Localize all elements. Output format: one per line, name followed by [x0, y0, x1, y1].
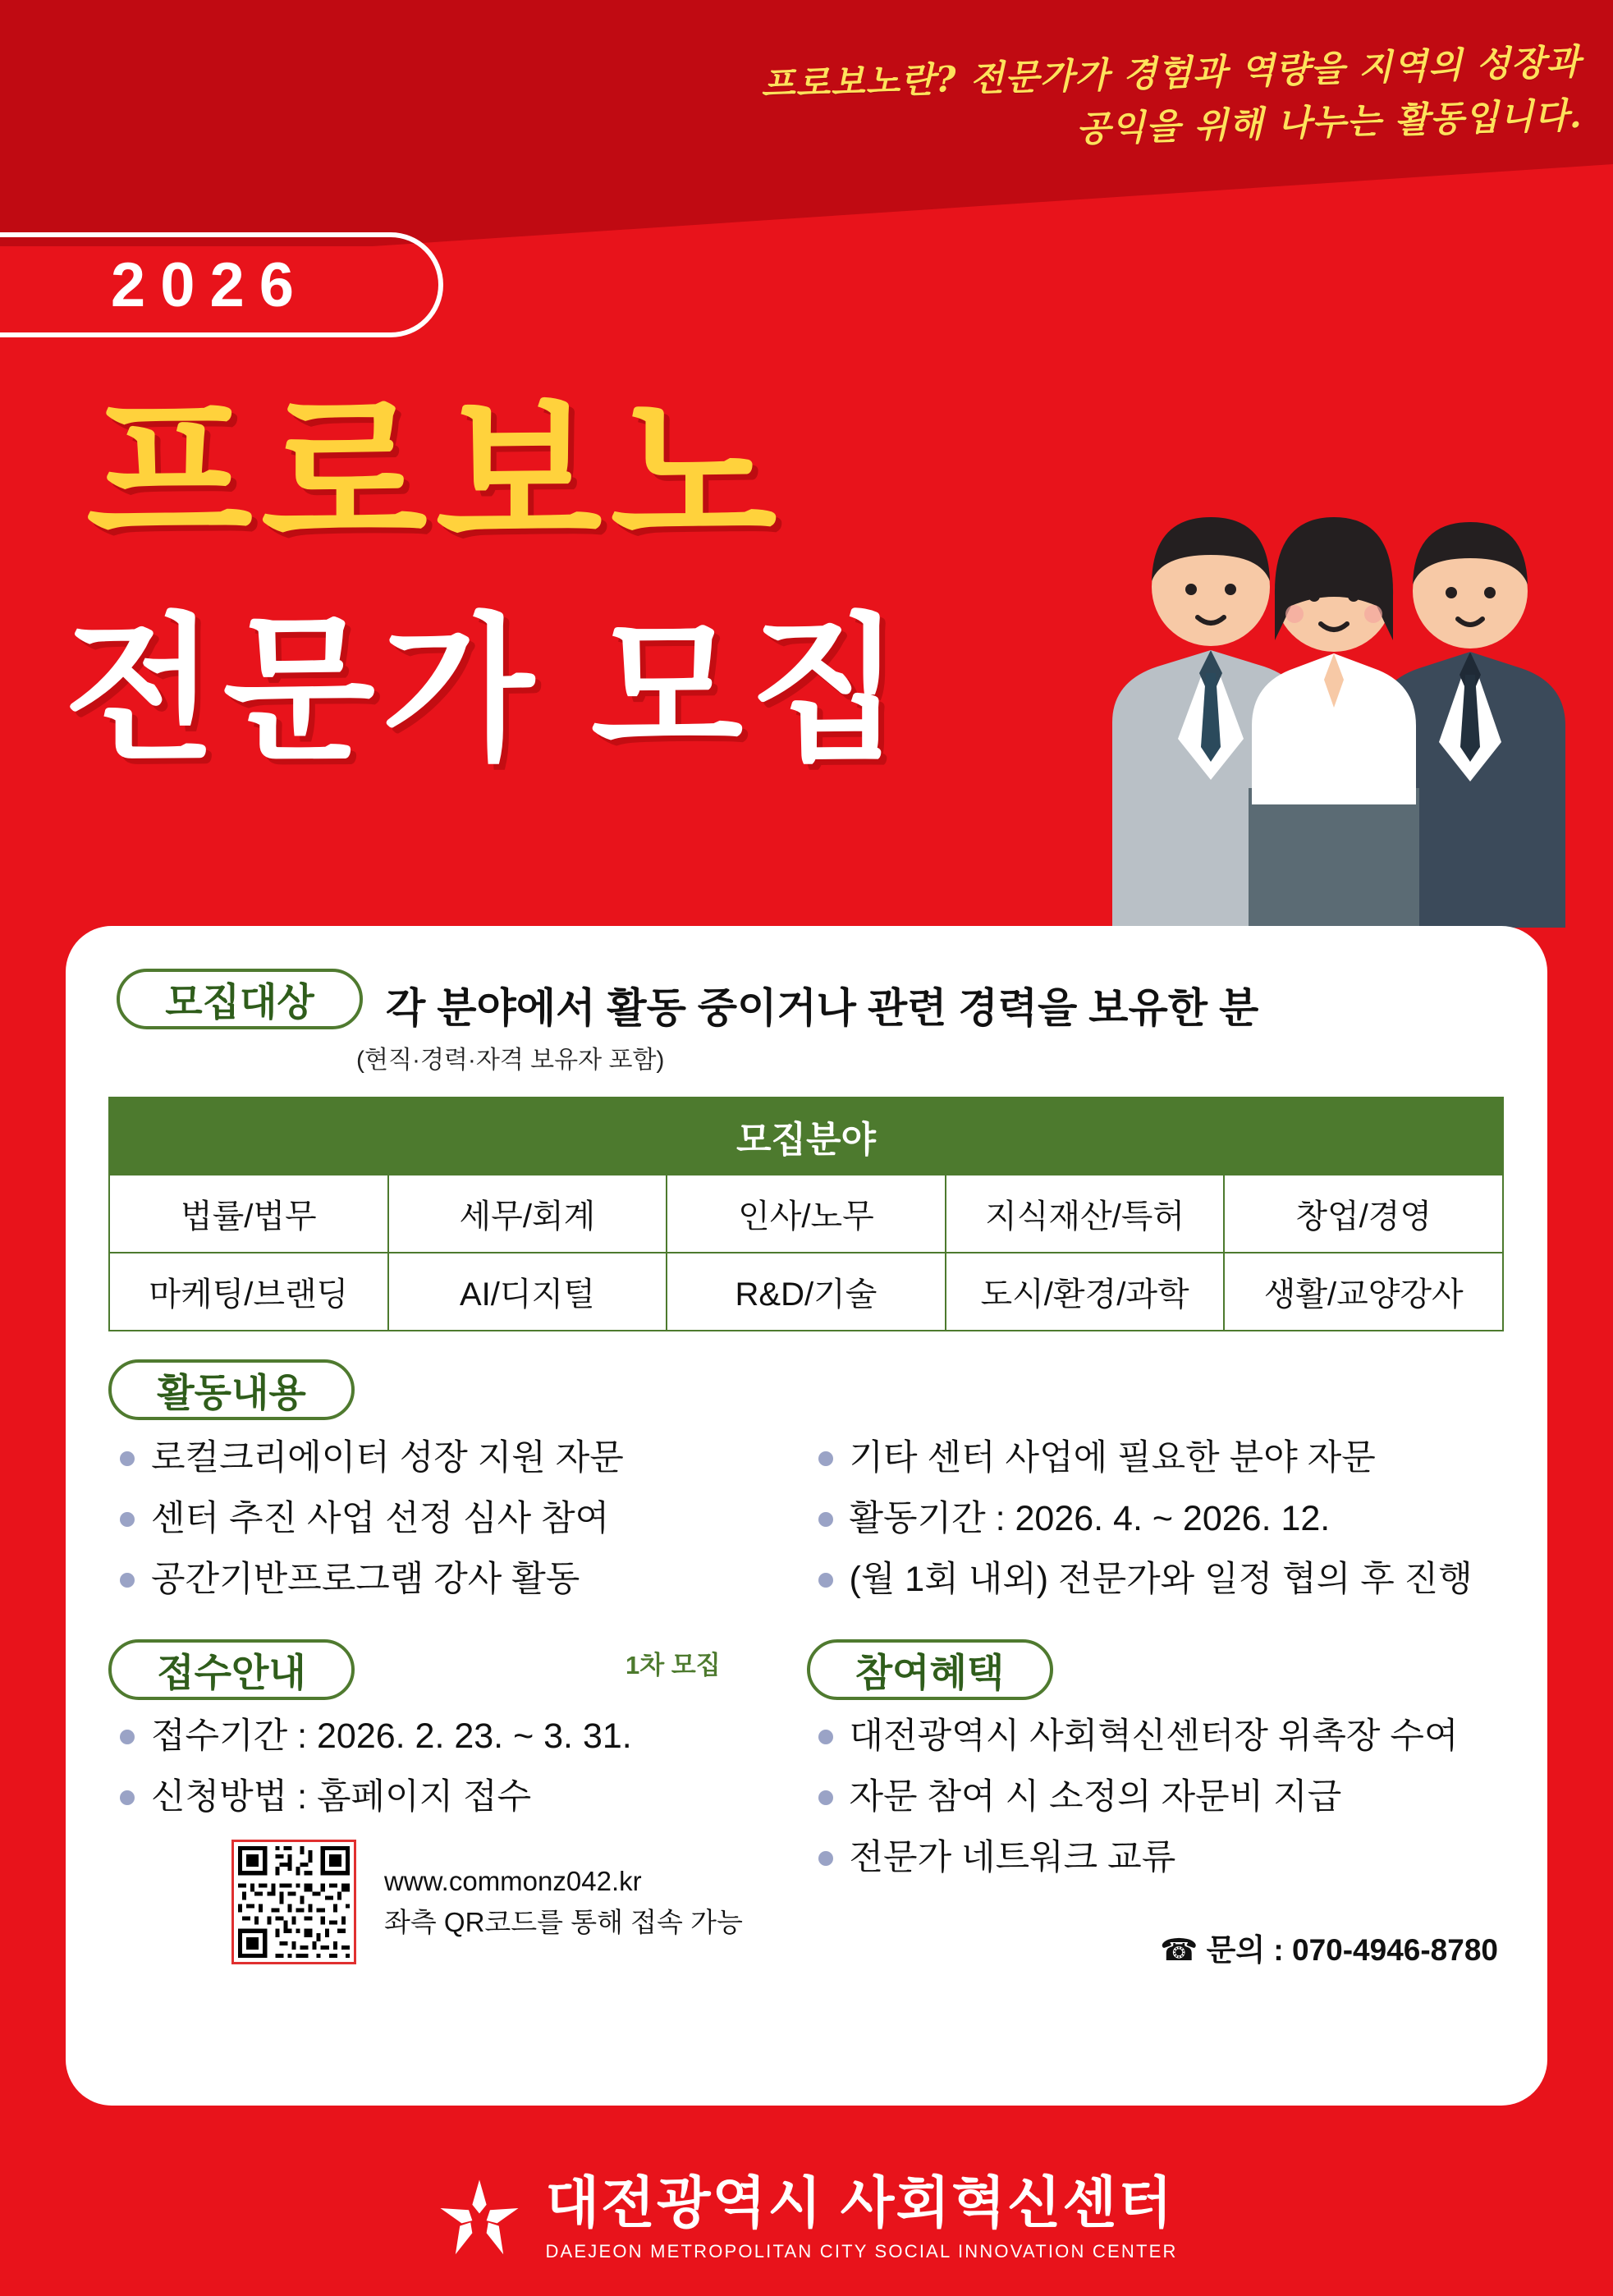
activity-left-list: [108, 1437, 807, 1618]
benefit-label: 참여혜택: [807, 1639, 1053, 1700]
tagline-line-1: 프로보노란? 전문가가 경험과 역량을 지역의 성장과: [760, 41, 1582, 106]
list-item-label: 활동기간 : 2026. 4. ~ 2026. 12.: [849, 1498, 1331, 1538]
bullet-dot-icon: [818, 1512, 833, 1527]
list-item: [818, 1776, 1505, 1820]
year-label: 2026: [110, 250, 309, 320]
table-cell: AI/디지털: [388, 1253, 667, 1331]
bullet-dot-icon: [120, 1451, 135, 1466]
list-item-label: 접수기간 : 2026. 2. 23. ~ 3. 31.: [151, 1716, 632, 1757]
year-badge: [0, 232, 443, 337]
list-item-label: (월 1회 내외) 전문가와 일정 협의 후 진행: [849, 1559, 1473, 1599]
table-cell: 생활/교양강사: [1224, 1253, 1503, 1331]
list-item: [120, 1497, 807, 1542]
footer-org-name: 대전광역시 사회혁신센터: [545, 2172, 1174, 2234]
list-item: [120, 1715, 807, 1759]
table-cell: 인사/노무: [667, 1175, 946, 1253]
table-cell: 마케팅/브랜딩: [109, 1253, 388, 1331]
list-item: [818, 1497, 1505, 1542]
activity-right-list: [807, 1437, 1505, 1618]
table-header-row: [109, 1098, 1503, 1175]
target-label: 모집대상: [117, 969, 363, 1029]
list-item-label: 로컬크리에이터 성장 지원 자문: [151, 1438, 624, 1478]
list-item: [120, 1776, 807, 1820]
bullet-dot-icon: [818, 1851, 833, 1866]
contact-phone: ☎ 문의 : 070-4946-8780: [1160, 1932, 1498, 1967]
target-section: [117, 969, 1505, 1034]
table-cell: 법률/법무: [109, 1175, 388, 1253]
table-cell: R&D/기술: [667, 1253, 946, 1331]
activity-label: 활동내용: [108, 1359, 355, 1420]
list-item-label: 신청방법 : 홈페이지 접수: [151, 1777, 532, 1817]
target-sub-text: (현직·경력·자격 보유자 포함): [356, 1047, 665, 1074]
table-cell: 세무/회계: [388, 1175, 667, 1253]
table-cell: 창업/경영: [1224, 1175, 1503, 1253]
qr-text: [384, 1861, 743, 1942]
activity-section: [108, 1359, 1505, 1618]
person-center-icon: [1249, 517, 1419, 928]
bullet-dot-icon: [120, 1730, 135, 1744]
table-cell: 도시/환경/과학: [946, 1253, 1225, 1331]
list-item: [120, 1558, 807, 1602]
table-row: [109, 1175, 1503, 1253]
people-illustration: [1088, 394, 1580, 928]
headline-secondary: 전문가 모집: [64, 602, 909, 778]
bullet-dot-icon: [120, 1790, 135, 1805]
list-item-label: 기타 센터 사업에 필요한 분야 자문: [849, 1438, 1376, 1478]
list-item: [818, 1715, 1505, 1759]
bullet-dot-icon: [120, 1512, 135, 1527]
list-item-label: 센터 추진 사업 선정 심사 참여: [151, 1498, 610, 1538]
list-item: [818, 1437, 1505, 1481]
bullet-dot-icon: [818, 1573, 833, 1588]
list-item: [120, 1437, 807, 1481]
bullet-dot-icon: [120, 1573, 135, 1588]
bullet-dot-icon: [818, 1790, 833, 1805]
apply-label: 접수안내: [108, 1639, 355, 1700]
apply-round-note: 1차 모집: [625, 1651, 721, 1680]
target-main-text: 각 분야에서 활동 중이거나 관련 경력을 보유한 분: [386, 985, 1259, 1031]
bullet-dot-icon: [818, 1730, 833, 1744]
fields-table: [108, 1097, 1504, 1331]
website-url[interactable]: www.commonz042.kr: [384, 1866, 642, 1897]
list-item-label: 전문가 네트워크 교류: [849, 1837, 1176, 1877]
footer: [0, 2172, 1613, 2263]
table-row: [109, 1253, 1503, 1331]
qr-note: 좌측 QR코드를 통해 접속 가능: [384, 1906, 743, 1937]
benefit-section: [807, 1639, 1505, 1967]
qr-code-icon[interactable]: [231, 1840, 356, 1964]
bullet-dot-icon: [818, 1451, 833, 1466]
content-card: [66, 926, 1547, 2106]
list-item-label: 공간기반프로그램 강사 활동: [151, 1559, 580, 1599]
tagline-line-2: 공익을 위해 나누는 활동입니다.: [1075, 95, 1583, 151]
footer-org-name-en: DAEJEON METROPOLITAN CITY SOCIAL INNOVATION CENTER: [545, 2241, 1178, 2262]
list-item: [818, 1836, 1505, 1881]
list-item-label: 자문 참여 시 소정의 자문비 지급: [849, 1777, 1342, 1817]
list-item-label: 대전광역시 사회혁신센터장 위촉장 수여: [849, 1716, 1459, 1757]
table-header-title: 모집분야: [109, 1098, 1503, 1175]
list-item: [818, 1558, 1505, 1602]
bottom-sections: [108, 1639, 1505, 1967]
center-logo-icon: [435, 2175, 524, 2263]
headline-primary: 프로보노: [86, 379, 786, 572]
qr-block: [231, 1840, 807, 1964]
apply-section: [108, 1639, 807, 1964]
table-cell: 지식재산/특허: [946, 1175, 1225, 1253]
